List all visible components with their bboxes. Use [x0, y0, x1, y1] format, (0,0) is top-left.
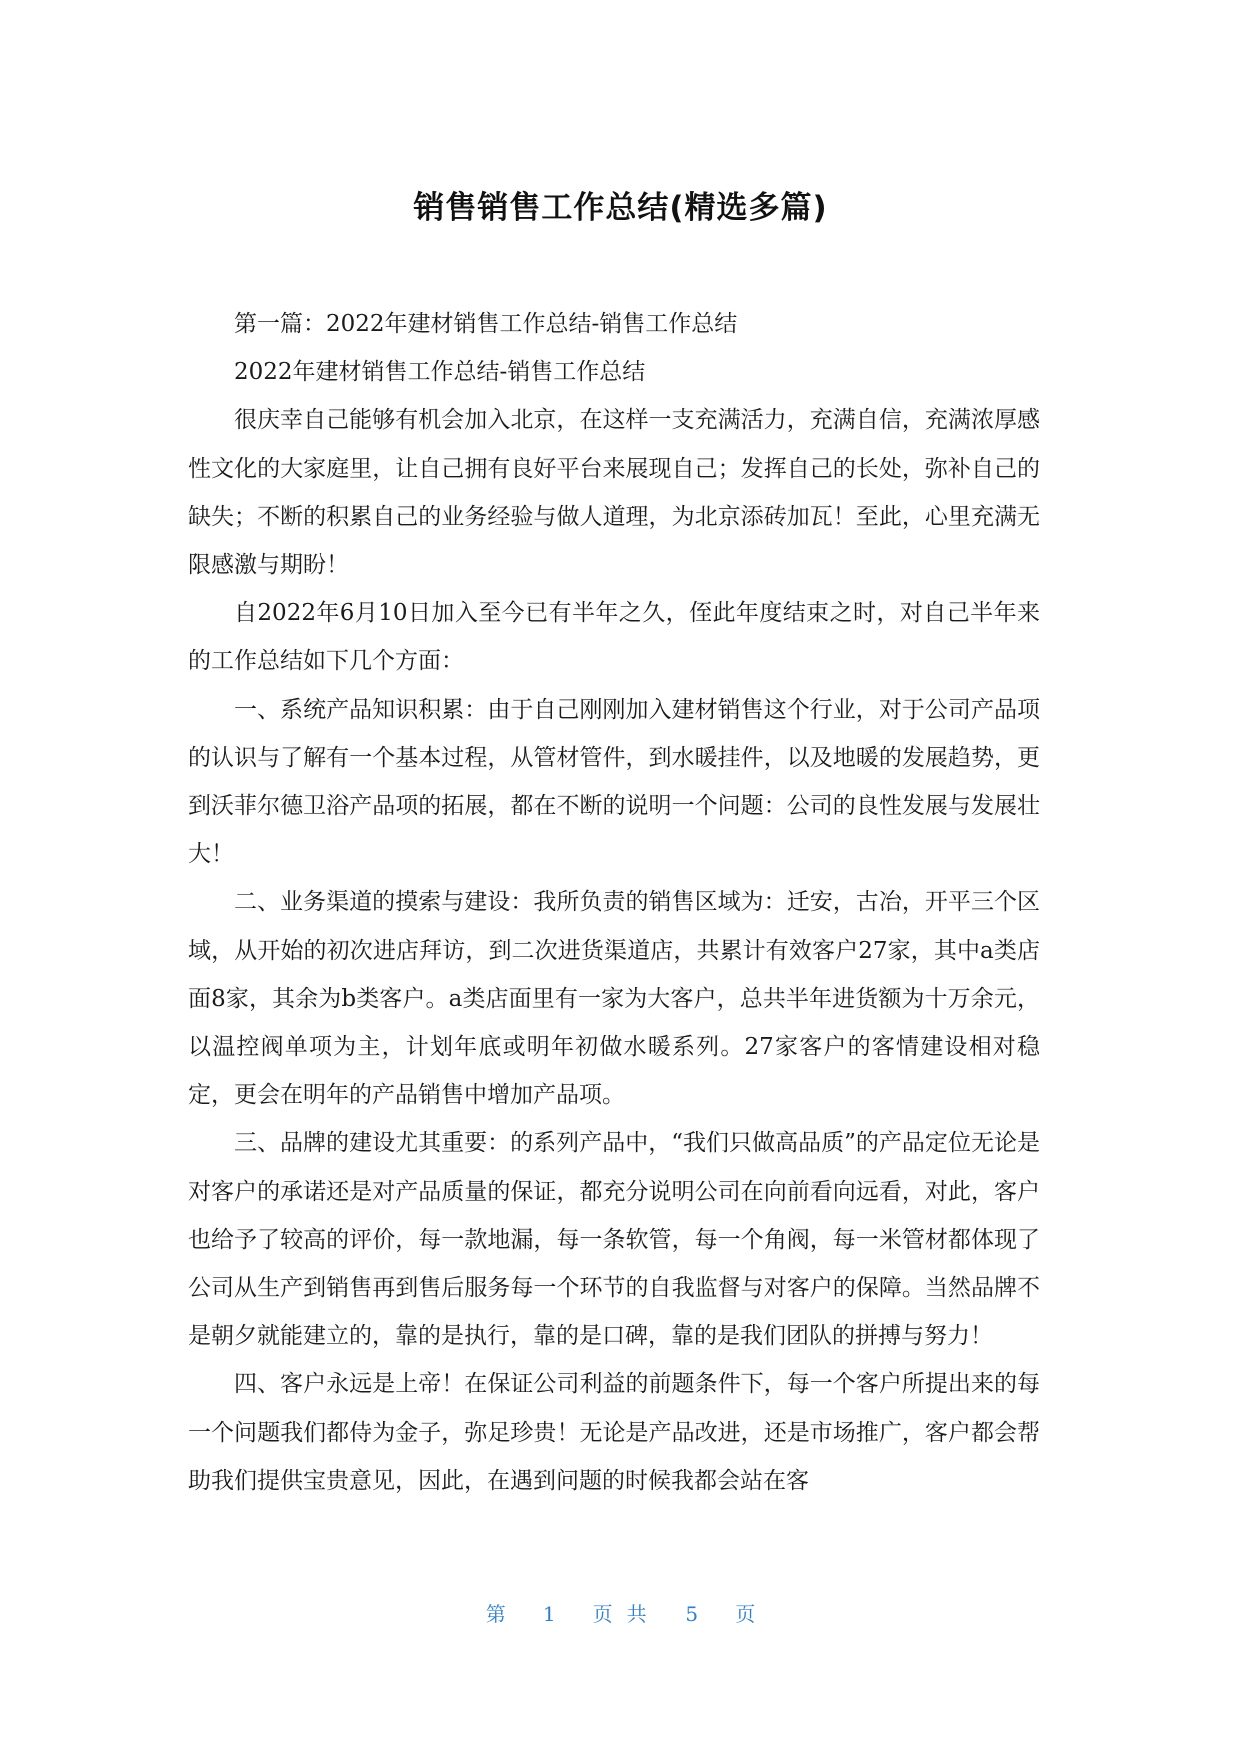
- paragraph-subtitle: 2022年建材销售工作总结-销售工作总结: [234, 359, 646, 386]
- paragraph-section-heading: 第一篇：2022年建材销售工作总结-销售工作总结: [234, 311, 738, 337]
- paragraph-intro: 很庆幸自己能够有机会加入北京，在这样一支充满活力，充满自信，充满浓厚感性文化的大家庭里，让自己拥有良好平台来展现自己；发挥自己的长处，弥补自己的缺失；不断的积累自己的业务经验与做人道理，为北京添砖加瓦！至此，心里充满无限感激与期盼！: [188, 407, 1040, 579]
- footer-page-number: 1: [542, 1602, 556, 1626]
- paragraph-point-3: 三、品牌的建设尤其重要：的系列产品中，“我们只做高品质”的产品定位无论是对客户的承诺还是对产品质量的保证，都充分说明公司在向前看向远看，对此，客户也给予了较高的评价，每一款地漏，每一条软管，每一个角阀，每一米管材都体现了公司从生产到销售再到售后服务每一个环节的自我监督与对客户的保障。当然品牌不是朝夕就能建立的，靠的是执行，靠的是口碑，靠的是我们团队的拼搏与努力！: [188, 1130, 1040, 1350]
- document-body: [188, 300, 1040, 1505]
- footer-page-label: 第: [485, 1602, 506, 1626]
- footer-total-pages: 5: [685, 1602, 699, 1626]
- footer-page-suffix: 页: [735, 1602, 756, 1626]
- paragraph-overview: 自2022年6月10日加入至今已有半年之久，侄此年度结束之时，对自己半年来的工作总结如下几个方面：: [188, 600, 1040, 675]
- paragraph-point-2: 二、业务渠道的摸索与建设：我所负责的销售区域为：迁安，古冶，开平三个区域，从开始的初次进店拜访，到二次进货渠道店，共累计有效客户27家，其中a类店面8家，其余为b类客户。a类店面里有一家为大客户，总共半年进货额为十万余元，以温控阀单项为主，计划年底或明年初做水暖系列。27家客户的客情建设相对稳定，更会在明年的产品销售中增加产品项。: [188, 889, 1040, 1109]
- paragraph-point-4: 四、客户永远是上帝！在保证公司利益的前题条件下，每一个客户所提出来的每一个问题我们都侍为金子，弥足珍贵！无论是产品改进，还是市场推广，客户都会帮助我们提供宝贵意见，因此，在遇到问题的时候我都会站在客: [188, 1371, 1040, 1494]
- document-title: 销售销售工作总结(精选多篇): [413, 190, 828, 226]
- page-footer: [0, 1600, 1241, 1628]
- footer-total-label: 页共: [592, 1602, 661, 1626]
- paragraph-point-1: 一、系统产品知识积累：由于自己刚刚加入建材销售这个行业，对于公司产品项的认识与了解有一个基本过程，从管材管件，到水暖挂件，以及地暖的发展趋势，更到沃菲尔德卫浴产品项的拓展，都在不断的说明一个问题：公司的良性发展与发展壮大！: [188, 696, 1040, 868]
